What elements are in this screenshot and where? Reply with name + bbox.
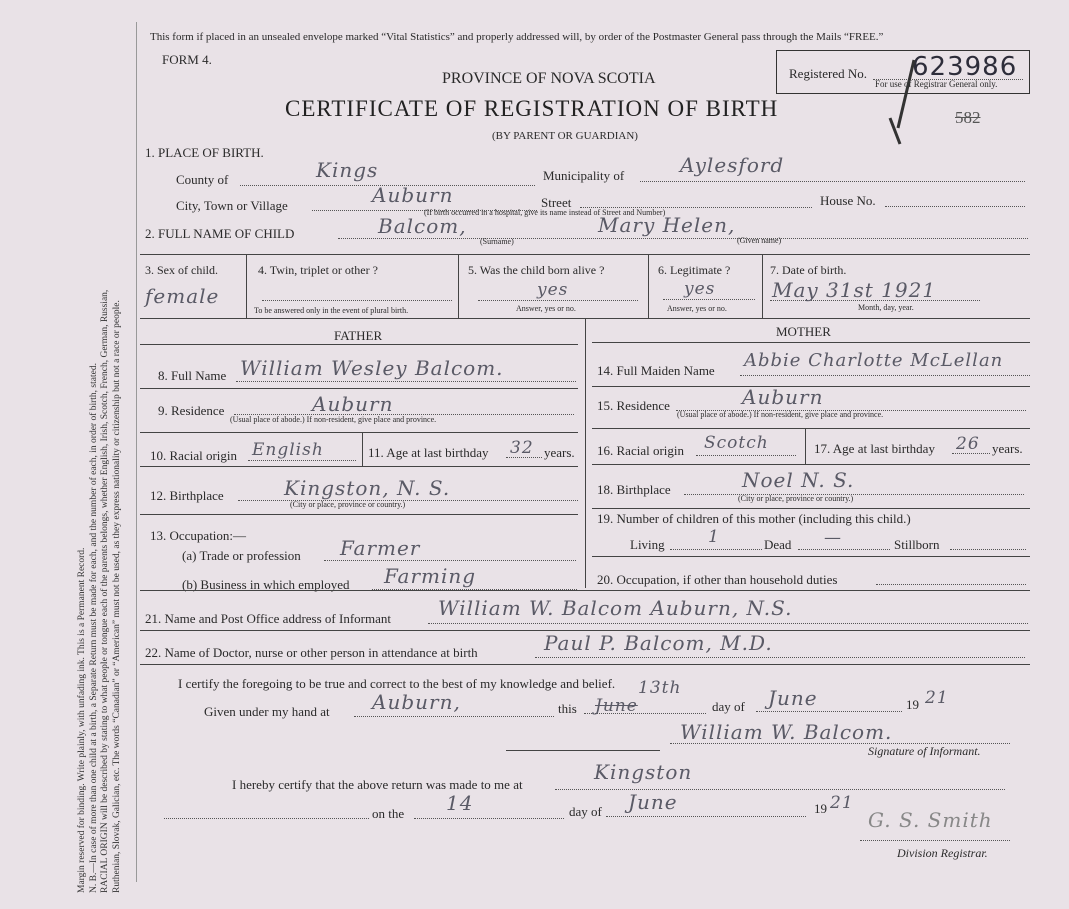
trade-value: Farmer: [340, 536, 421, 560]
mother-age-value: 26: [956, 434, 980, 454]
mail-notice: This form if placed in an unsealed envelope marked “Vital Statistics” and properly addressed will, by order of the Postmaster General pass through the Mails “FREE.”: [150, 31, 884, 43]
dead-value: —: [824, 528, 842, 548]
trade-label: (a) Trade or profession: [182, 548, 301, 563]
margin-note-binding: Margin reserved for binding. Write plainly, with unfading ink. This is a Permanent Record.: [77, 547, 87, 893]
registrar-day-value: 14: [446, 791, 474, 815]
mother-residence-note: (Usual place of abode.) If non-resident, give place and province.: [677, 410, 884, 419]
dead-label: Dead: [764, 537, 792, 552]
informant-signature-caption: Signature of Informant.: [868, 744, 981, 758]
father-race-label: 10. Racial origin: [150, 448, 238, 463]
date-note: Month, day, year.: [858, 303, 914, 312]
certify-day-value: 13th: [638, 678, 682, 698]
mother-birthplace-note: (City or place, province or country.): [738, 494, 854, 503]
margin-note-nationality: Ruthenian, Slovak, Galician, etc. The words “Canadian” or “American” must not be used, as they express nationality or citizenship but not a race or people.: [111, 300, 122, 893]
stillborn-label: Stillborn: [894, 537, 940, 552]
mother-residence-value: Auburn: [742, 385, 824, 409]
father-name-label: 8. Full Name: [158, 368, 227, 383]
registrar-signature-caption: Division Registrar.: [897, 846, 988, 860]
alive-label: 5. Was the child born alive ?: [468, 263, 605, 277]
form-number: FORM 4.: [162, 52, 212, 67]
struck-registration-value: 582: [955, 108, 981, 127]
mother-birthplace-label: 18. Birthplace: [597, 482, 671, 497]
page-subtitle: (BY PARENT OR GUARDIAN): [492, 130, 638, 142]
legitimate-value: yes: [684, 279, 716, 299]
father-years-label: years.: [544, 445, 575, 460]
registrar-statement: I hereby certify that the above return was made to me at: [232, 777, 523, 792]
mother-race-value: Scotch: [704, 433, 769, 453]
given-name-caption: (Given name): [737, 236, 782, 245]
certify-year-value: 21: [925, 688, 949, 708]
certify-statement: I certify the foregoing to be true and correct to the best of my knowledge and belief.: [178, 676, 616, 691]
date-of-birth-value: May 31st 1921: [772, 278, 937, 302]
this-label: this: [558, 701, 577, 716]
business-label: (b) Business in which employed: [182, 577, 350, 592]
sex-label: 3. Sex of child.: [145, 263, 218, 277]
father-name-value: William Wesley Balcom.: [240, 356, 504, 380]
father-birthplace-value: Kingston, N. S.: [284, 476, 451, 500]
living-label: Living: [630, 537, 665, 552]
mother-race-label: 16. Racial origin: [597, 443, 685, 458]
mother-birthplace-value: Noel N. S.: [742, 468, 855, 492]
mother-name-value: Abbie Charlotte McLellan: [744, 350, 1004, 371]
informant-label: 21. Name and Post Office address of Informant: [145, 611, 391, 626]
alive-note: Answer, yes or no.: [516, 304, 576, 313]
mother-residence-label: 15. Residence: [597, 398, 670, 413]
children-count-label: 19. Number of children of this mother (including this child.): [597, 511, 911, 526]
father-residence-note: (Usual place of abode.) If non-resident, give place and province.: [230, 415, 437, 424]
county-label: County of: [176, 172, 229, 187]
mother-name-label: 14. Full Maiden Name: [597, 363, 715, 378]
father-age-label: 11. Age at last birthday: [368, 445, 489, 460]
surname-caption: (Surname): [480, 237, 514, 246]
mother-age-label: 17. Age at last birthday: [814, 441, 935, 456]
registrar-place-value: Kingston: [594, 760, 693, 784]
child-name-label: 2. FULL NAME OF CHILD: [145, 226, 295, 241]
city-label: City, Town or Village: [176, 198, 288, 213]
alive-value: yes: [537, 280, 569, 300]
house-number-label: House No.: [820, 193, 876, 208]
father-birthplace-note: (City or place, province or country.): [290, 500, 406, 509]
mother-occupation-label: 20. Occupation, if other than household duties: [597, 572, 838, 587]
margin-note-racial-origin: RACIAL ORIGIN will be described by stating to what people or tongue each of the parents belongs, whether English, Irish, Scotch, French, German, Russian,: [100, 289, 110, 893]
child-surname: Balcom,: [378, 214, 467, 238]
page-title: CERTIFICATE OF REGISTRATION OF BIRTH: [285, 96, 779, 121]
registrar-year-prefix: 19: [814, 801, 827, 816]
twin-label: 4. Twin, triplet or other ?: [258, 263, 378, 277]
twin-note: To be answered only in the event of plural birth.: [254, 306, 409, 315]
margin-rule: [136, 22, 137, 882]
father-occupation-label: 13. Occupation:—: [150, 528, 247, 543]
registered-label: Registered No.: [789, 66, 867, 81]
living-value: 1: [708, 527, 720, 547]
mother-years-label: years.: [992, 441, 1023, 456]
given-label: Given under my hand at: [204, 704, 330, 719]
business-value: Farming: [384, 564, 477, 588]
margin-notes: [77, 33, 123, 893]
father-header: FATHER: [334, 328, 383, 343]
father-race-value: English: [252, 440, 324, 460]
registrar-year-value: 21: [830, 793, 854, 813]
father-residence-value: Auburn: [312, 392, 394, 416]
day-of-label: day of: [712, 699, 745, 714]
county-value: Kings: [316, 158, 379, 182]
child-given-name: Mary Helen,: [598, 213, 736, 237]
check-mark: [884, 58, 924, 148]
date-of-birth-label: 7. Date of birth.: [770, 263, 847, 277]
father-age-value: 32: [510, 438, 534, 458]
informant-value: William W. Balcom Auburn, N.S.: [438, 596, 793, 620]
registrar-day-of-label: day of: [569, 804, 602, 819]
place-of-birth-label: 1. PLACE OF BIRTH.: [145, 145, 264, 160]
registration-number: 623986: [912, 52, 1018, 82]
registrar-month-value: June: [628, 790, 678, 814]
legitimate-note: Answer, yes or no.: [667, 304, 727, 313]
on-the-label: on the: [372, 806, 405, 821]
doctor-label: 22. Name of Doctor, nurse or other person in attendance at birth: [145, 645, 478, 660]
street-label: Street: [541, 195, 572, 210]
hospital-note: (If birth occurred in a hospital, give its name instead of Street and Number): [424, 208, 666, 217]
given-place-value: Auburn,: [372, 690, 461, 714]
municipality-value: Aylesford: [680, 153, 785, 177]
sex-value: female: [145, 284, 220, 308]
legitimate-label: 6. Legitimate ?: [658, 263, 731, 277]
margin-note-multiple-birth: N. B.—In case of more than one child at a birth, a Separate Return must be made for each, and the number of each, in order of birth, stated.: [88, 363, 99, 893]
registered-note: For use of Registrar General only.: [875, 79, 998, 89]
informant-signature: William W. Balcom.: [680, 720, 893, 744]
father-residence-label: 9. Residence: [158, 403, 225, 418]
father-birthplace-label: 12. Birthplace: [150, 488, 224, 503]
mother-header: MOTHER: [776, 324, 831, 339]
registrar-signature: G. S. Smith: [868, 808, 993, 832]
municipality-label: Municipality of: [543, 168, 625, 183]
certify-year-prefix: 19: [906, 697, 919, 712]
certify-month-value: June: [768, 686, 818, 710]
province-heading: PROVINCE OF NOVA SCOTIA: [442, 70, 656, 87]
doctor-value: Paul P. Balcom, M.D.: [544, 631, 773, 655]
city-value: Auburn: [372, 183, 454, 207]
struck-day-value: June: [595, 696, 638, 716]
